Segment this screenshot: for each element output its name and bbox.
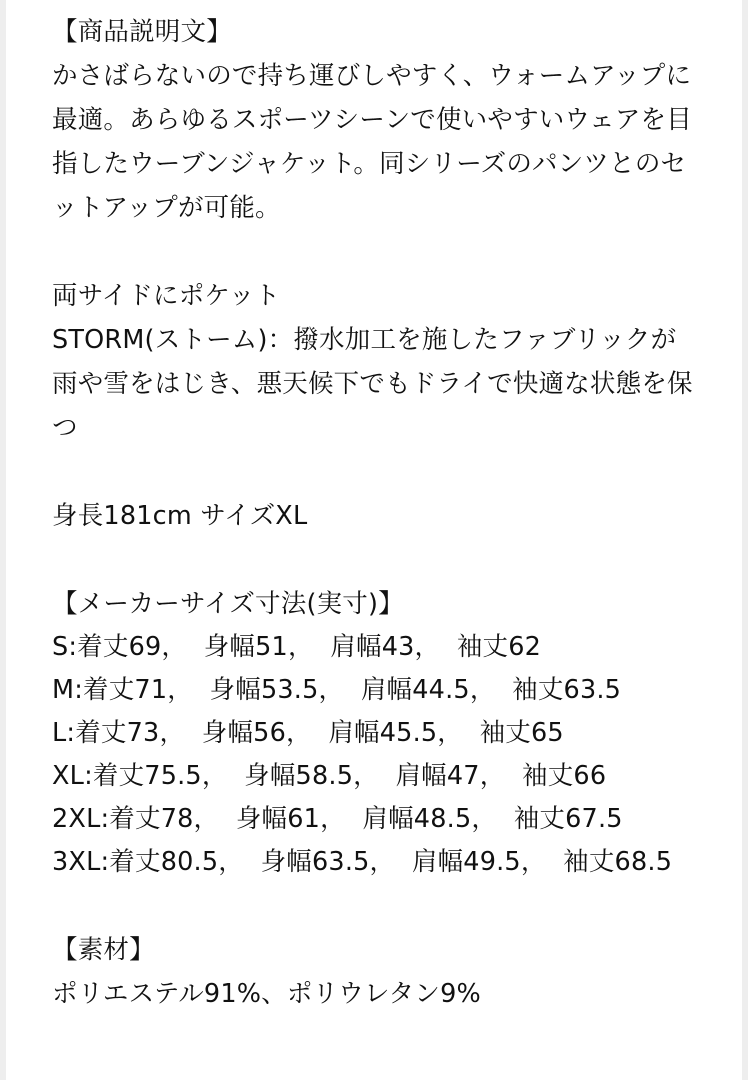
spacer (52, 538, 696, 582)
size-row-l: L:着丈73， 身幅56， 肩幅45.5， 袖丈65 (52, 718, 564, 748)
size-row-s: S:着丈69， 身幅51， 肩幅43， 袖丈62 (52, 632, 542, 662)
model-size-note: 身長181cm サイズXL (52, 501, 308, 531)
description-body: かさばらないので持ち運びしやすく、ウォームアップに最適。あらゆるスポーツシーンで使いやすいウェアを目指したウーブンジャケット。同シリーズのパンツとのセットアップが可能。 (52, 61, 692, 223)
material-body: ポリエステル91%、ポリウレタン9% (52, 979, 481, 1009)
spacer (52, 450, 696, 494)
size-row-2xl: 2XL:着丈78， 身幅61， 肩幅48.5， 袖丈67.5 (52, 804, 623, 834)
size-row-m: M:着丈71， 身幅53.5， 肩幅44.5， 袖丈63.5 (52, 675, 622, 705)
description-heading: 【商品説明文】 (52, 17, 232, 47)
feature-storm: STORM(ストーム)：撥水加工を施したファブリックが雨や雪をはじき、悪天候下でもドライで快適な状態を保つ (52, 325, 693, 443)
material-heading: 【素材】 (52, 935, 155, 965)
feature-pockets: 両サイドにポケット (52, 281, 281, 311)
size-row-3xl: 3XL:着丈80.5， 身幅63.5， 肩幅49.5， 袖丈68.5 (52, 847, 673, 877)
spacer (52, 884, 696, 928)
size-row-xl: XL:着丈75.5， 身幅58.5， 肩幅47， 袖丈66 (52, 761, 607, 791)
spacer (52, 230, 696, 274)
size-chart-heading: 【メーカーサイズ寸法(実寸)】 (52, 589, 404, 619)
